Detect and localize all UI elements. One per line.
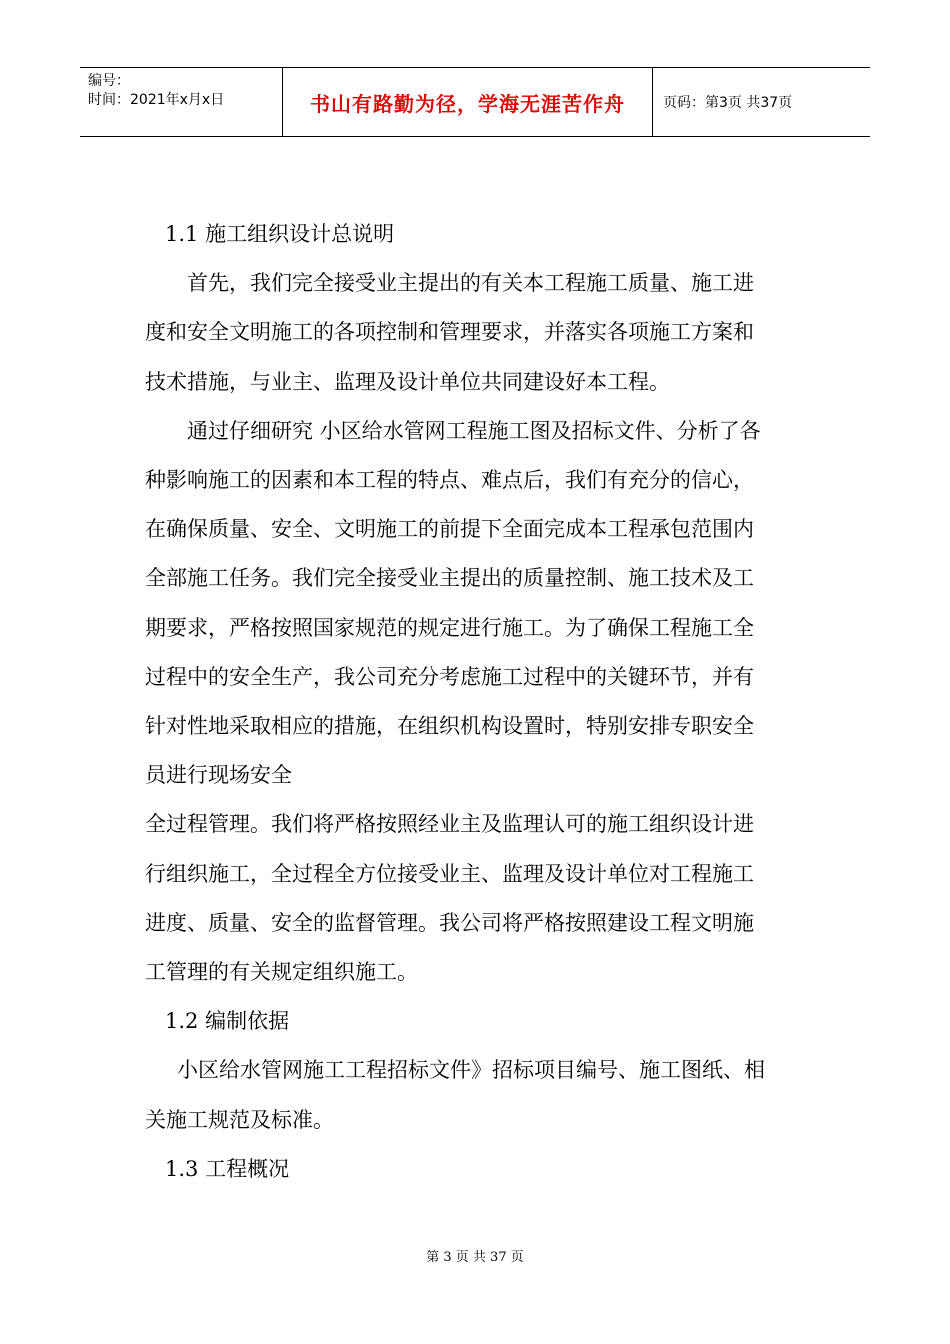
paragraph-line: 技术措施，与业主、监理及设计单位共同建设好本工程。 bbox=[145, 369, 670, 394]
paragraph-line: 关施工规范及标准。 bbox=[145, 1107, 334, 1132]
paragraph-line: 期要求，严格按照国家规范的规定进行施工。为了确保工程施工全 bbox=[145, 615, 754, 640]
paragraph-line: 首先，我们完全接受业主提出的有关本工程施工质量、施工进 bbox=[187, 271, 754, 296]
paragraph-line: 度和安全文明施工的各项控制和管理要求，并落实各项施工方案和 bbox=[145, 320, 754, 345]
paragraph-line: 在确保质量、安全、文明施工的前提下全面完成本工程承包范围内 bbox=[145, 517, 754, 542]
paragraph-line: 全过程管理。我们将严格按照经业主及监理认可的施工组织设计进 bbox=[145, 812, 754, 837]
paragraph-line: 员进行现场安全 bbox=[145, 763, 292, 788]
paragraph-line: 针对性地采取相应的措施，在组织机构设置时，特别安排专职安全 bbox=[145, 714, 754, 739]
section-heading-1-1: 1.1 施工组织设计总说明 bbox=[165, 222, 395, 246]
header-page-info: 页码：第3页 共37页 bbox=[663, 95, 793, 111]
paragraph-line: 种影响施工的因素和本工程的特点、难点后，我们有充分的信心， bbox=[145, 468, 754, 493]
header-motto: 书山有路勤为径，学海无涯苦作舟 bbox=[310, 91, 625, 116]
section-heading-1-3: 1.3 工程概况 bbox=[165, 1156, 290, 1181]
paragraph-line: 过程中的安全生产，我公司充分考虑施工过程中的关键环节，并有 bbox=[145, 664, 754, 689]
header-motto-cell bbox=[283, 68, 653, 136]
page-header bbox=[80, 67, 870, 137]
header-meta bbox=[80, 68, 283, 136]
document-number-label: 编号： bbox=[88, 73, 130, 89]
paragraph-line: 工管理的有关规定组织施工。 bbox=[145, 960, 418, 985]
section-heading-1-2: 1.2 编制依据 bbox=[165, 1009, 290, 1034]
page-footer: 第 3 页 共 37 页 bbox=[426, 1250, 524, 1265]
document-time-label: 时间：2021年x月x日 bbox=[88, 92, 225, 108]
paragraph-line: 全部施工任务。我们完全接受业主提出的质量控制、施工技术及工 bbox=[145, 566, 754, 591]
paragraph-line: 进度、质量、安全的监督管理。我公司将严格按照建设工程文明施 bbox=[145, 910, 754, 935]
paragraph-line: 通过仔细研究 小区给水管网工程施工图及招标文件、分析了各 bbox=[187, 418, 761, 443]
paragraph-line: 小区给水管网施工工程招标文件》招标项目编号、施工图纸、相 bbox=[177, 1058, 765, 1083]
paragraph-line: 行组织施工，全过程全方位接受业主、监理及设计单位对工程施工 bbox=[145, 861, 754, 886]
document-body bbox=[145, 210, 805, 1194]
